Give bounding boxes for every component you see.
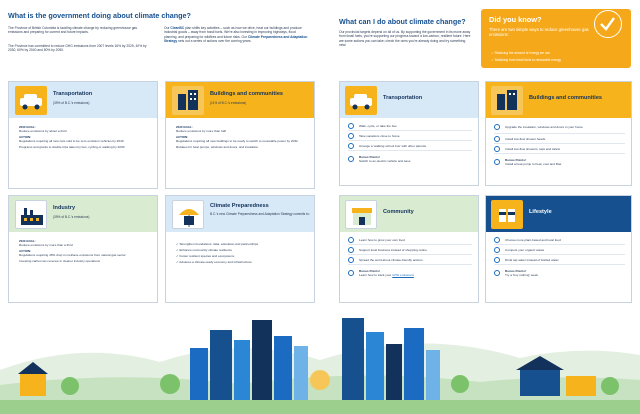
bonus-row[interactable]: Bonus Points! Install a heat pump to heat, cool and filter xyxy=(494,154,625,170)
action-checkbox-row[interactable]: Install low-flow showers, taps and toilets xyxy=(494,144,625,154)
cups-icon xyxy=(491,200,523,229)
checkmark-icon xyxy=(594,10,622,38)
card-title: Industry xyxy=(53,205,76,211)
ghg-emissions-link[interactable]: GHG emissions xyxy=(392,273,414,277)
bonus-row[interactable]: Bonus Points! Try a 'buy nothing' week xyxy=(494,265,625,281)
card-title: Buildings and communities xyxy=(210,91,284,97)
strategy-item: ✓ Foster resilient species and ecosystems xyxy=(176,254,235,259)
gov-card-buildings: Buildings and communities (11% of B.C.'s emissions) 2030 GOAL: Reduce emissions by more than half ACTION: Regulations requiring all new buildings to be ready to switch to renewable power by 2032 Rebates for heat pumps, windows and doors, and insulation xyxy=(165,81,315,189)
bonus-row[interactable]: Bonus Points! Switch to an electric vehicle and save xyxy=(348,151,472,167)
gov-heading: What is the government doing about climate change? xyxy=(8,11,191,20)
action-checkbox-row[interactable]: Install low-flow shower heads xyxy=(494,134,625,144)
dyk-title: Did you know? xyxy=(489,15,542,24)
action-checkbox-row[interactable]: Arrange a 'walking school bus' with other parents xyxy=(348,141,472,151)
strategy-intro: B.C.'s new Climate Preparedness and Adaptation Strategy commits to: xyxy=(210,212,310,216)
buildings-icon xyxy=(172,86,204,115)
action-checkbox-row[interactable]: Walk, cycle, or take the bus xyxy=(348,121,472,131)
me-card-community xyxy=(339,195,479,303)
action-checkbox-row[interactable]: Compost your organic waste xyxy=(494,245,625,255)
card-title: Transportation xyxy=(383,95,423,101)
dyk-bullet: ✓ Switching from fossil fuels to renewable energy xyxy=(491,58,562,62)
action-checkbox-row[interactable]: Take vacations close to home xyxy=(348,131,472,141)
checkbox[interactable] xyxy=(494,146,500,152)
checkbox[interactable] xyxy=(348,257,354,263)
checkbox[interactable] xyxy=(494,159,500,165)
gov-card-industry: Industry (39% of B.C.'s emissions) 2030 GOAL: Reduce emissions by more than a third ACTION: Regulations requiring 45% drop in methane emissions from natural gas sector Investing carbon tax revenue in cleaner industry operations xyxy=(8,195,158,303)
checkbox[interactable] xyxy=(494,257,500,263)
strategy-item: ✓ Strengthen foundations: data, education and partnerships xyxy=(176,242,259,246)
checkbox[interactable] xyxy=(348,123,354,129)
checkbox[interactable] xyxy=(348,133,354,139)
card-title: Climate Preparedness xyxy=(210,203,269,209)
card-title: Transportation xyxy=(53,91,93,97)
dyk-bullet: ✓ Reducing the amount of energy we use xyxy=(491,51,551,55)
gov-intro-2: The Province has committed to reduce GHG emissions from 2007 levels 16% by 2025, 40% by 2030, 60% by 2040 and 80% by 2050. xyxy=(8,44,147,53)
card-title: Lifestyle xyxy=(529,209,552,215)
action-checkbox-row[interactable]: Drink tap water instead of bottled water xyxy=(494,255,625,265)
strategy-item: ✓ Enhance community climate resilience xyxy=(176,248,233,253)
gov-card-transportation: Transportation (39% of B.C.'s emissions) 2030 GOAL: Reduce emissions by about a third ACTION: Regulations requiring all new cars sold to be zero emission vehicles by 2040 Programs and grants to double trips taken by bus, cycling or walking by 2030 xyxy=(8,81,158,189)
house-umbrella-icon xyxy=(172,200,204,229)
factory-icon xyxy=(15,200,47,229)
gov-intro-3: Our CleanBC plan shifts key activities – such as how we drive, heat our buildings and produce industrial goods – away from fossil fuels. We're also investing in improving highways, flood planning, and preparing for wildfires and future risks. Our Climate Preparedness and Adaptation Strategy sets out a series of actions over the coming years. xyxy=(164,26,308,43)
dyk-subtitle: There are two simple ways to reduce greenhouse gas emissions: xyxy=(489,27,589,37)
me-card-lifestyle xyxy=(485,195,632,303)
gov-card-preparedness xyxy=(165,195,315,303)
me-heading: What can I do about climate change? xyxy=(339,17,466,26)
action-checkbox-row[interactable]: Upgrade the insulation, windows and doors in your home xyxy=(494,121,625,134)
action-checkbox-row[interactable]: Support local business instead of shopping online xyxy=(348,245,472,255)
strategy-item: ✓ Advance a climate-ready economy and infrastructure xyxy=(176,260,252,265)
me-card-transportation xyxy=(339,81,479,186)
action-checkbox-row[interactable]: Choose more plant-based and local food xyxy=(494,235,625,245)
checkbox[interactable] xyxy=(348,156,354,162)
card-title: Buildings and communities xyxy=(529,95,603,101)
checkbox[interactable] xyxy=(348,247,354,253)
gov-intro-1: The Province of British Columbia is tackling climate change by reducing greenhouse gas emissions and preparing for current and future impacts. xyxy=(8,26,138,35)
storefront-icon xyxy=(345,200,377,229)
me-card-buildings xyxy=(485,81,632,186)
car-icon xyxy=(15,86,47,115)
bonus-row[interactable]: Bonus Points! Learn how to track your GHG emissions xyxy=(348,265,472,281)
checkbox[interactable] xyxy=(348,270,354,276)
checkbox[interactable] xyxy=(494,237,500,243)
checkbox[interactable] xyxy=(348,237,354,243)
action-checkbox-row[interactable]: Learn how to grow your own food xyxy=(348,235,472,245)
city-landscape-illustration xyxy=(0,300,640,414)
checkbox[interactable] xyxy=(494,124,500,130)
emissions-share: (39% of B.C.'s emissions) xyxy=(53,215,90,219)
checkbox[interactable] xyxy=(348,143,354,149)
car-icon xyxy=(345,86,377,115)
checkbox[interactable] xyxy=(494,136,500,142)
checkbox[interactable] xyxy=(494,270,500,276)
buildings-icon xyxy=(491,86,523,115)
emissions-share: (11% of B.C.'s emissions) xyxy=(210,101,247,105)
emissions-share: (39% of B.C.'s emissions) xyxy=(53,101,90,105)
me-intro: Our provincial targets depend on all of us. By supporting the government in its move away from fossil fuels, you're supporting our progress toward a low-carbon, resilient future. Here are some actions you can take; check the ones you're already doing and try something new! xyxy=(339,30,471,47)
action-checkbox-row[interactable]: Spread the word about climate-friendly actions xyxy=(348,255,472,265)
checkbox[interactable] xyxy=(494,247,500,253)
card-title: Community xyxy=(383,209,414,215)
